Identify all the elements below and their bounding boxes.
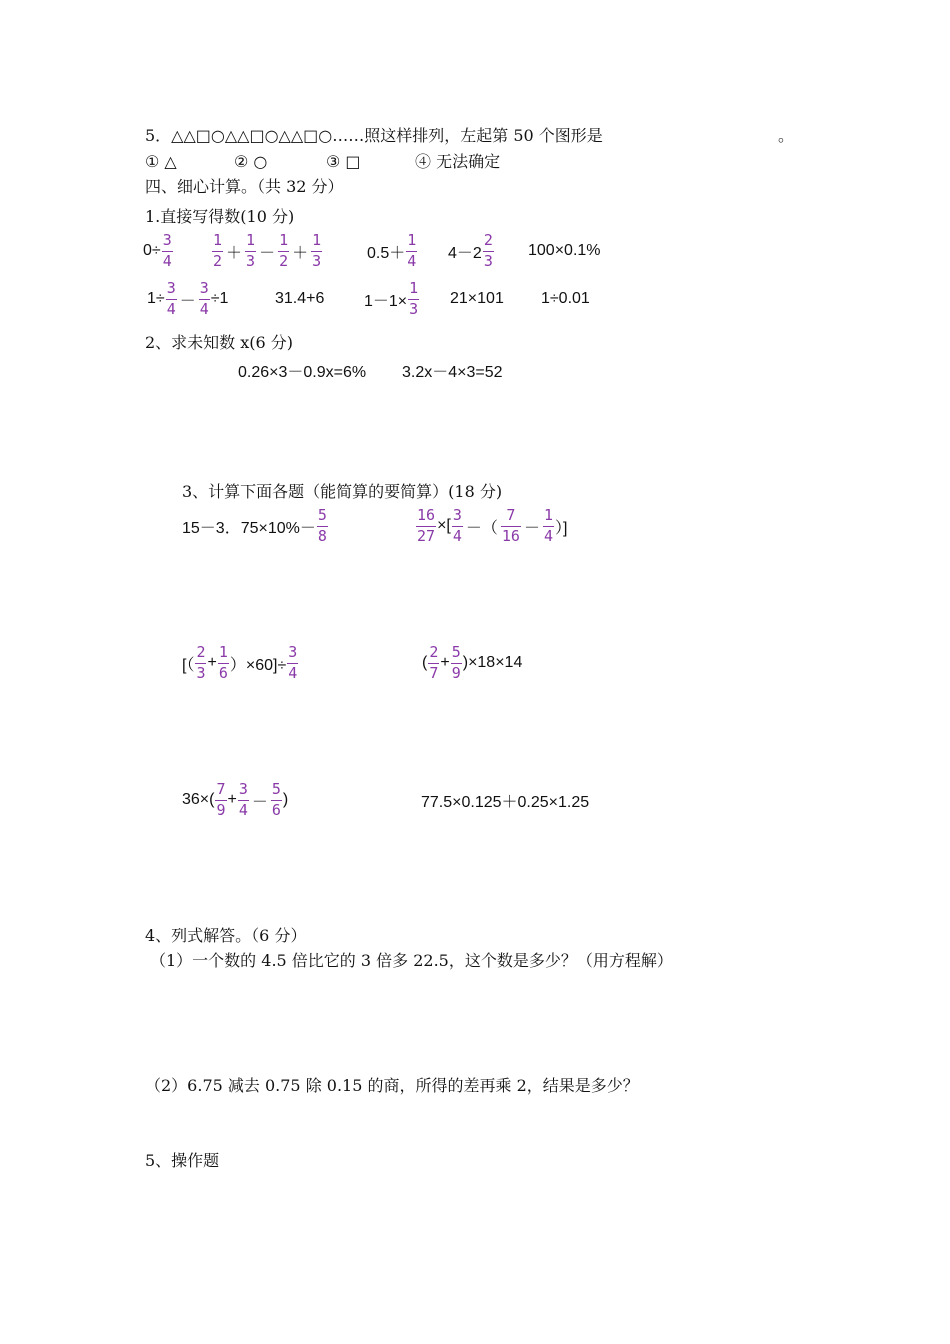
q5-option-4: ④ 无法确定 xyxy=(415,152,501,171)
fraction: $\frac{3}{4}$ xyxy=(452,506,462,545)
part5-title: 5、操作题 xyxy=(145,1151,220,1170)
fraction: $\frac{2}{3}$ xyxy=(196,643,206,682)
fraction: $\frac{7}{16}$ xyxy=(501,506,520,545)
simplify-2: $\frac{16}{27}$ ×[ $\frac{3}{4}$ －（ $\frac{7}{16}$ － $\frac{1}{4}$ ）] xyxy=(417,506,568,545)
fraction: $\frac{3}{4}$ xyxy=(288,643,298,682)
section4-title: 四、细心计算。（共 32 分） xyxy=(145,177,344,196)
calc-r1-e4: 4－2 $\frac{2}{3}$ xyxy=(448,231,493,270)
simplify-1: 15－3．75×10%－ $\frac{5}{8}$ xyxy=(182,506,327,545)
fraction: $\frac{3}{4}$ xyxy=(238,780,248,819)
calc-r1-e3: 0.5＋ $\frac{1}{4}$ xyxy=(367,231,417,270)
calc-r2-e2: 31.4+6 xyxy=(275,290,325,307)
calc-r1-e2: $\frac{1}{2}$ ＋ $\frac{1}{3}$ － $\frac{1}{2}$ ＋ $\frac{1}{3}$ xyxy=(213,231,322,270)
simplify-6: 77.5×0.125＋0.25×1.25 xyxy=(421,793,590,811)
fraction: $\frac{1}{4}$ xyxy=(407,231,417,270)
fraction: $\frac{2}{7}$ xyxy=(429,643,439,682)
fraction: $\frac{1}{3}$ xyxy=(409,279,419,318)
fraction: $\frac{1}{3}$ xyxy=(246,231,256,270)
calc-r2-e5: 1÷0.01 xyxy=(541,290,590,307)
word-problem-2: （2）6.75 减去 0.75 除 0.15 的商，所得的差再乘 2，结果是多少？ xyxy=(145,1076,639,1095)
calc-r1-e1: 0÷ $\frac{3}{4}$ xyxy=(143,231,172,270)
q5-text: 5．△△□○△△□○△△□○……照这样排列，左起第 50 个图形是 xyxy=(145,126,603,145)
equation-1: 0.26×3－0.9x=6% xyxy=(238,364,367,381)
equation-2: 3.2x－4×3=52 xyxy=(402,364,503,381)
fraction: $\frac{1}{2}$ xyxy=(213,231,223,270)
fraction: $\frac{3}{4}$ xyxy=(199,279,209,318)
word-problem-1: （1）一个数的 4.5 倍比它的 3 倍多 22.5，这个数是多少？（用方程解） xyxy=(150,951,673,970)
part2-title: 2、求未知数 x(6 分) xyxy=(145,333,294,352)
fraction: $\frac{3}{4}$ xyxy=(166,279,176,318)
q5-option-2: ② ○ xyxy=(234,152,268,171)
fraction: $\frac{1}{3}$ xyxy=(312,231,322,270)
calc-r1-e5: 100×0.1% xyxy=(528,242,601,259)
fraction: $\frac{1}{2}$ xyxy=(279,231,289,270)
fraction: $\frac{5}{8}$ xyxy=(317,506,327,545)
fraction: $\frac{5}{9}$ xyxy=(451,643,461,682)
fraction: $\frac{16}{27}$ xyxy=(417,506,436,545)
part4-title: 4、列式解答。（6 分） xyxy=(145,926,307,945)
q5-option-1: ① △ xyxy=(145,152,177,171)
part1-title: 1.直接写得数(10 分) xyxy=(145,207,295,226)
fraction: $\frac{1}{6}$ xyxy=(218,643,228,682)
calc-r2-e3: 1－1× $\frac{1}{3}$ xyxy=(364,279,419,318)
simplify-5: 36×( $\frac{7}{9}$ + $\frac{3}{4}$ － $\frac{5}{6}$ ) xyxy=(182,780,289,819)
simplify-3: [（ $\frac{2}{3}$ + $\frac{1}{6}$ ）×60]÷ $\frac{3}{4}$ xyxy=(182,643,298,682)
fraction: $\frac{1}{4}$ xyxy=(543,506,554,545)
part3-title: 3、计算下面各题（能简算的要简算）(18 分) xyxy=(182,482,503,501)
q5-end: 。 xyxy=(778,126,795,145)
fraction: $\frac{5}{6}$ xyxy=(271,780,281,819)
fraction: $\frac{3}{4}$ xyxy=(162,231,172,270)
fraction: $\frac{2}{3}$ xyxy=(483,231,493,270)
calc-r2-e4: 21×101 xyxy=(450,290,504,307)
fraction: $\frac{7}{9}$ xyxy=(216,780,226,819)
q5-option-3: ③ □ xyxy=(326,152,361,171)
simplify-4: ( $\frac{2}{7}$ + $\frac{5}{9}$ )×18×14 xyxy=(422,643,523,682)
calc-r2-e1: 1÷ $\frac{3}{4}$ － $\frac{3}{4}$ ÷1 xyxy=(147,279,229,318)
